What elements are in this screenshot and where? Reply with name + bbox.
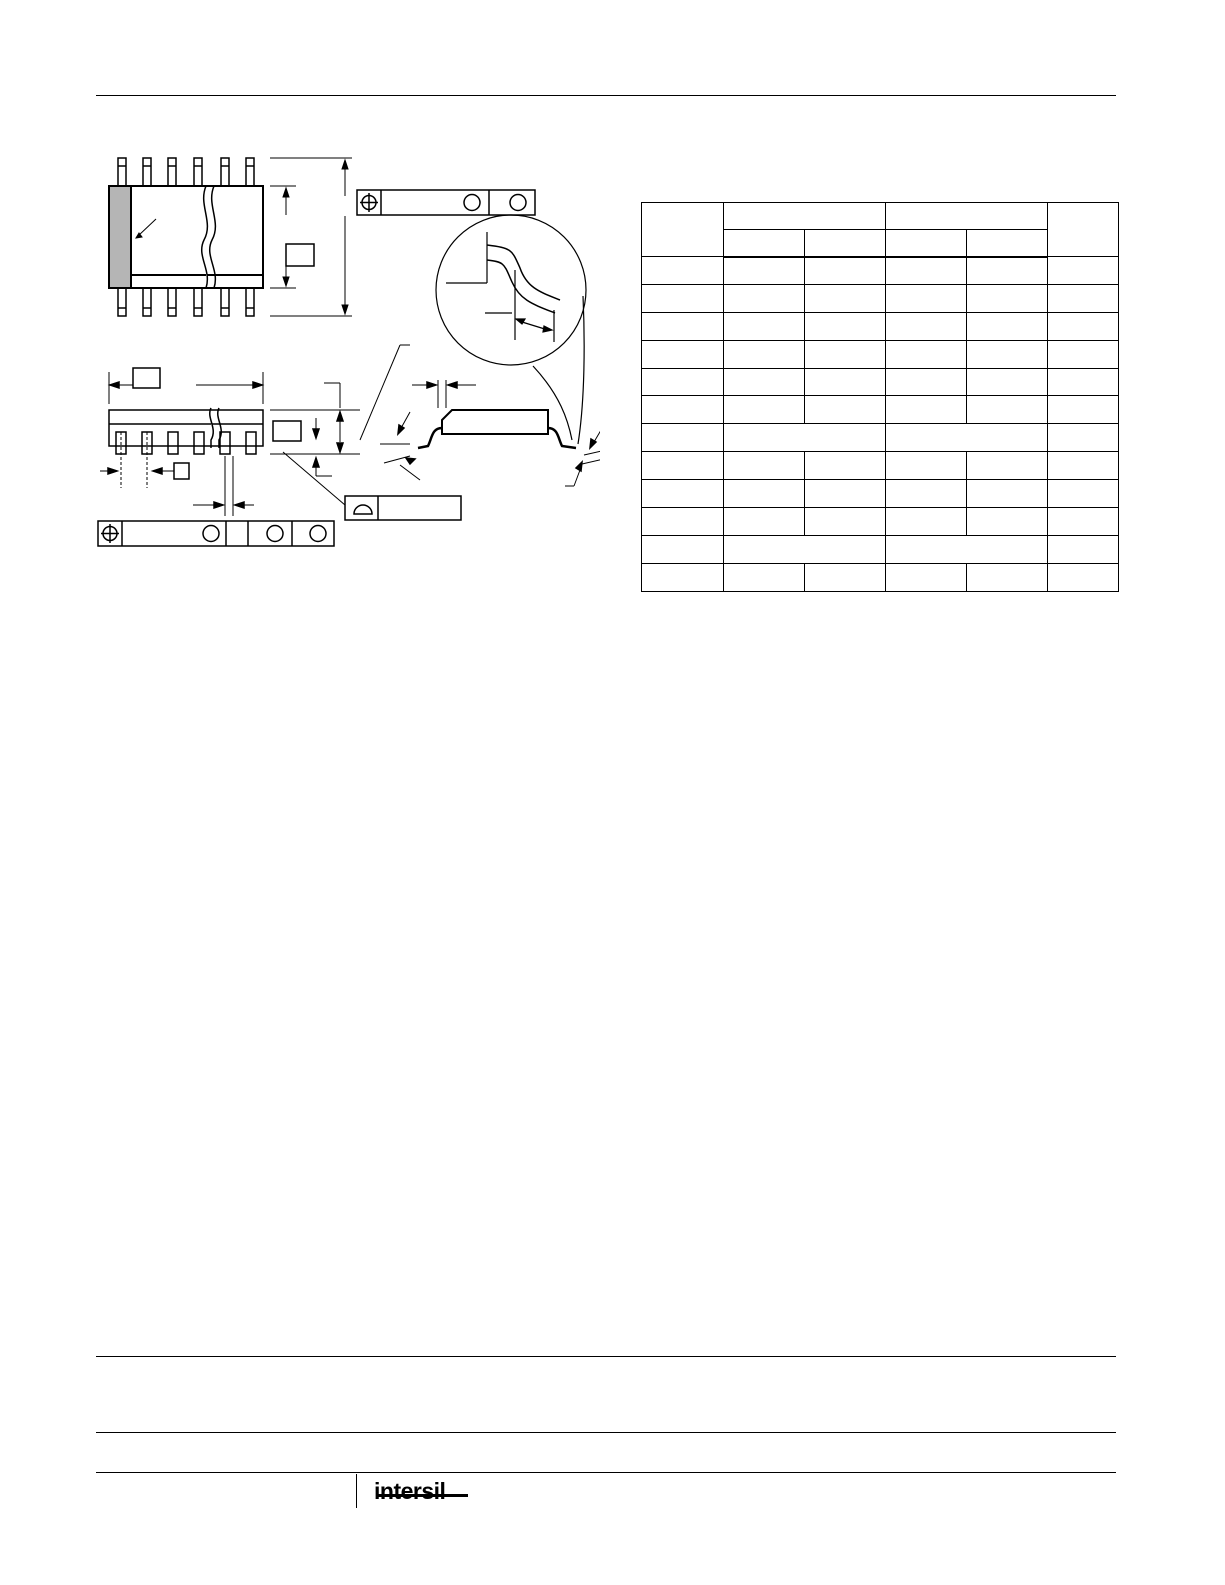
- table-cell: [886, 257, 967, 285]
- table-cell: [805, 368, 886, 396]
- table-cell: [805, 452, 886, 480]
- table-cell: [724, 396, 805, 424]
- table-cell: [886, 452, 967, 480]
- header-rule: [96, 95, 1116, 96]
- table-cell: [886, 563, 967, 591]
- table-cell: [642, 535, 724, 563]
- table-cell: [724, 284, 805, 312]
- table-cell: [724, 230, 805, 257]
- table-row: [642, 535, 1119, 563]
- table-cell: [1048, 480, 1119, 508]
- table-cell: [724, 535, 886, 563]
- table-cell: [642, 508, 724, 536]
- table-row: [642, 368, 1119, 396]
- table-cell: [805, 230, 886, 257]
- table-cell: [967, 396, 1048, 424]
- feature-control-frame-2: [98, 521, 334, 546]
- table-cell: [642, 312, 724, 340]
- table-cell: [967, 257, 1048, 285]
- table-cell: [1048, 563, 1119, 591]
- table-row: [642, 452, 1119, 480]
- table-cell: [886, 203, 1048, 230]
- table-cell: [886, 312, 967, 340]
- table-row: [642, 257, 1119, 285]
- footer-separator: [356, 1474, 357, 1508]
- table-cell: [1048, 340, 1119, 368]
- table-row: [642, 312, 1119, 340]
- table-cell: [886, 424, 1048, 452]
- table-cell: [642, 203, 724, 257]
- end-view: [380, 380, 600, 486]
- table-cell: [886, 396, 967, 424]
- table-cell: [1048, 284, 1119, 312]
- coplanarity-frame: [345, 496, 461, 520]
- table-cell: [642, 452, 724, 480]
- table-cell: [724, 563, 805, 591]
- table-cell: [1048, 535, 1119, 563]
- table-cell: [724, 340, 805, 368]
- table-cell: [967, 312, 1048, 340]
- table-cell: [1048, 257, 1119, 285]
- table-cell: [886, 230, 967, 257]
- table-cell: [724, 257, 805, 285]
- table-row: [642, 480, 1119, 508]
- table-cell: [805, 396, 886, 424]
- table-row: [642, 563, 1119, 591]
- table-cell: [967, 230, 1048, 257]
- table-cell: [1048, 396, 1119, 424]
- table-cell: [967, 452, 1048, 480]
- table-cell: [642, 340, 724, 368]
- table-cell: [642, 480, 724, 508]
- table-cell: [805, 257, 886, 285]
- table-cell: [724, 508, 805, 536]
- table-cell: [1048, 203, 1119, 257]
- table-cell: [967, 340, 1048, 368]
- table-cell: [724, 312, 805, 340]
- table-cell: [724, 203, 886, 230]
- table-row: [642, 508, 1119, 536]
- table-cell: [642, 396, 724, 424]
- table-cell: [805, 508, 886, 536]
- table-cell: [805, 340, 886, 368]
- table-cell: [967, 563, 1048, 591]
- table-cell: [886, 340, 967, 368]
- table-cell: [642, 424, 724, 452]
- table-row: [642, 284, 1119, 312]
- table-cell: [805, 563, 886, 591]
- side-view: [100, 345, 410, 516]
- table-cell: [642, 368, 724, 396]
- table-cell: [1048, 452, 1119, 480]
- table-cell: [642, 284, 724, 312]
- table-cell: [1048, 424, 1119, 452]
- table-cell: [1048, 508, 1119, 536]
- table-cell: [967, 284, 1048, 312]
- table-row: [642, 340, 1119, 368]
- table-cell: [886, 508, 967, 536]
- bottom-leads: [118, 288, 254, 316]
- table-cell: [886, 535, 1048, 563]
- top-view: [109, 158, 352, 316]
- top-leads: [118, 158, 254, 186]
- table-cell: [967, 508, 1048, 536]
- table-cell: [724, 368, 805, 396]
- feature-control-frame-1: [357, 190, 535, 215]
- table-cell: [886, 368, 967, 396]
- footer-rule-3: [96, 1472, 1116, 1473]
- table-cell: [1048, 312, 1119, 340]
- table-cell: [724, 424, 886, 452]
- table-header-row: [642, 203, 1119, 230]
- footer-rule-2: [96, 1432, 1116, 1433]
- footer-rule-1: [96, 1356, 1116, 1357]
- table-cell: [805, 480, 886, 508]
- table-cell: [805, 312, 886, 340]
- table-cell: [886, 480, 967, 508]
- table-row: [642, 396, 1119, 424]
- intersil-logo: intersil: [374, 1478, 446, 1504]
- table-cell: [886, 284, 967, 312]
- table-cell: [724, 480, 805, 508]
- table-cell: [642, 563, 724, 591]
- dimension-table: [641, 202, 1119, 592]
- table-cell: [642, 257, 724, 285]
- table-cell: [724, 452, 805, 480]
- table-cell: [805, 284, 886, 312]
- table-cell: [1048, 368, 1119, 396]
- package-outline-drawing: [80, 140, 600, 560]
- table-cell: [967, 480, 1048, 508]
- table-row: [642, 424, 1119, 452]
- table-cell: [967, 368, 1048, 396]
